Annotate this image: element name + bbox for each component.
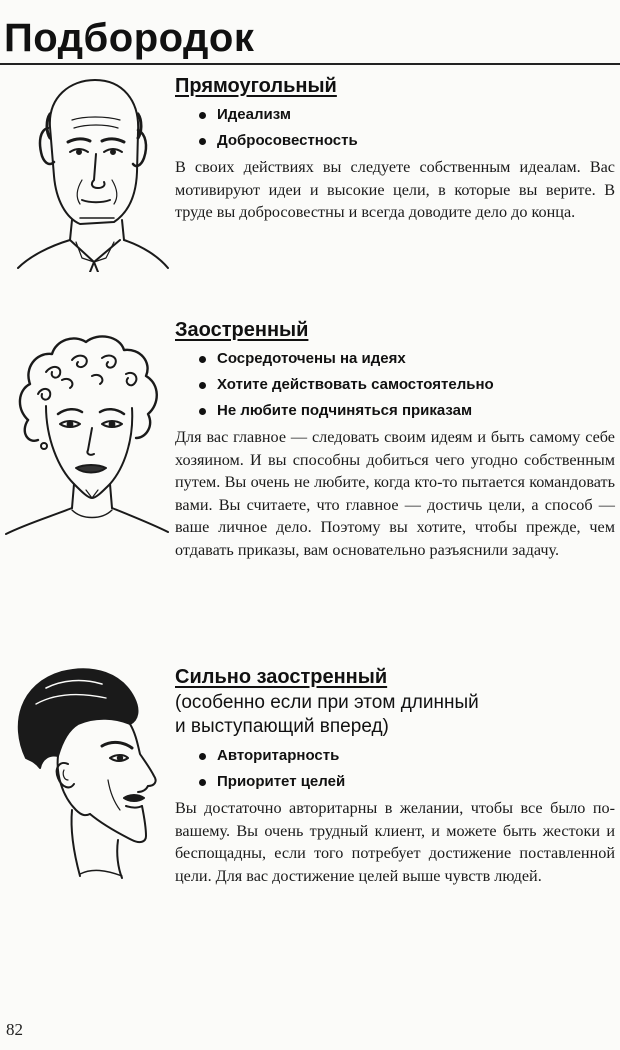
section-pointed bbox=[175, 318, 615, 562]
page-number: 82 bbox=[6, 1020, 23, 1039]
section-strongly-pointed bbox=[175, 665, 615, 887]
section-heading: Заостренный bbox=[175, 319, 309, 341]
page-title: Подбородок bbox=[4, 16, 255, 60]
portrait-strongly-pointed-chin bbox=[6, 664, 171, 879]
portrait-rectangular-chin bbox=[10, 72, 170, 272]
section-subheading-line: и выступающий вперед) bbox=[175, 716, 389, 737]
trait-list bbox=[175, 743, 615, 795]
trait-item: Не любите подчиняться приказам bbox=[197, 398, 615, 424]
trait-list bbox=[175, 346, 615, 424]
section-heading: Прямоугольный bbox=[175, 75, 337, 97]
trait-item: Приоритет целей bbox=[197, 769, 615, 795]
trait-item: Идеализм bbox=[197, 102, 615, 128]
trait-item: Авторитарность bbox=[197, 743, 615, 769]
portrait-pointed-chin bbox=[2, 328, 172, 538]
trait-list bbox=[175, 102, 615, 154]
section-heading: Сильно заостренный bbox=[175, 666, 388, 688]
section-body-text: Вы достаточно авторитарны в желании, чтобы все было по-вашему. Вы очень трудный клиент, и можете быть жестоки и беспощадны, если того потребует достижение поставленной цели. Для вас достижение целей выше чувств людей. bbox=[175, 799, 615, 885]
trait-item: Хотите действовать самостоятельно bbox=[197, 372, 615, 398]
title-rule bbox=[0, 63, 620, 65]
section-body-text: Для вас главное — следовать своим идеям и быть самому себе хозяином. И вы способны добиться чего угодно собственным путем. Вы очень не любите, когда кто-то пытается командовать вами. Вы считаете, что главное — достичь цели, а способ — ваше личное дело. Поэтому вы хотите, чтобы прежде, чем отдавать приказы, вам основательно разъяснили задачу. bbox=[175, 428, 615, 559]
section-rectangular bbox=[175, 74, 615, 224]
trait-item: Добросовестность bbox=[197, 128, 615, 154]
section-subheading-line: (особенно если при этом длинный bbox=[175, 692, 479, 713]
trait-item: Сосредоточены на идеях bbox=[197, 346, 615, 372]
section-body-text: В своих действиях вы следуете собственным идеалам. Вас мотивируют идеи и высокие цели, в которые вы верите. В труде вы добросовестны и всегда доводите дело до конца. bbox=[175, 158, 615, 222]
